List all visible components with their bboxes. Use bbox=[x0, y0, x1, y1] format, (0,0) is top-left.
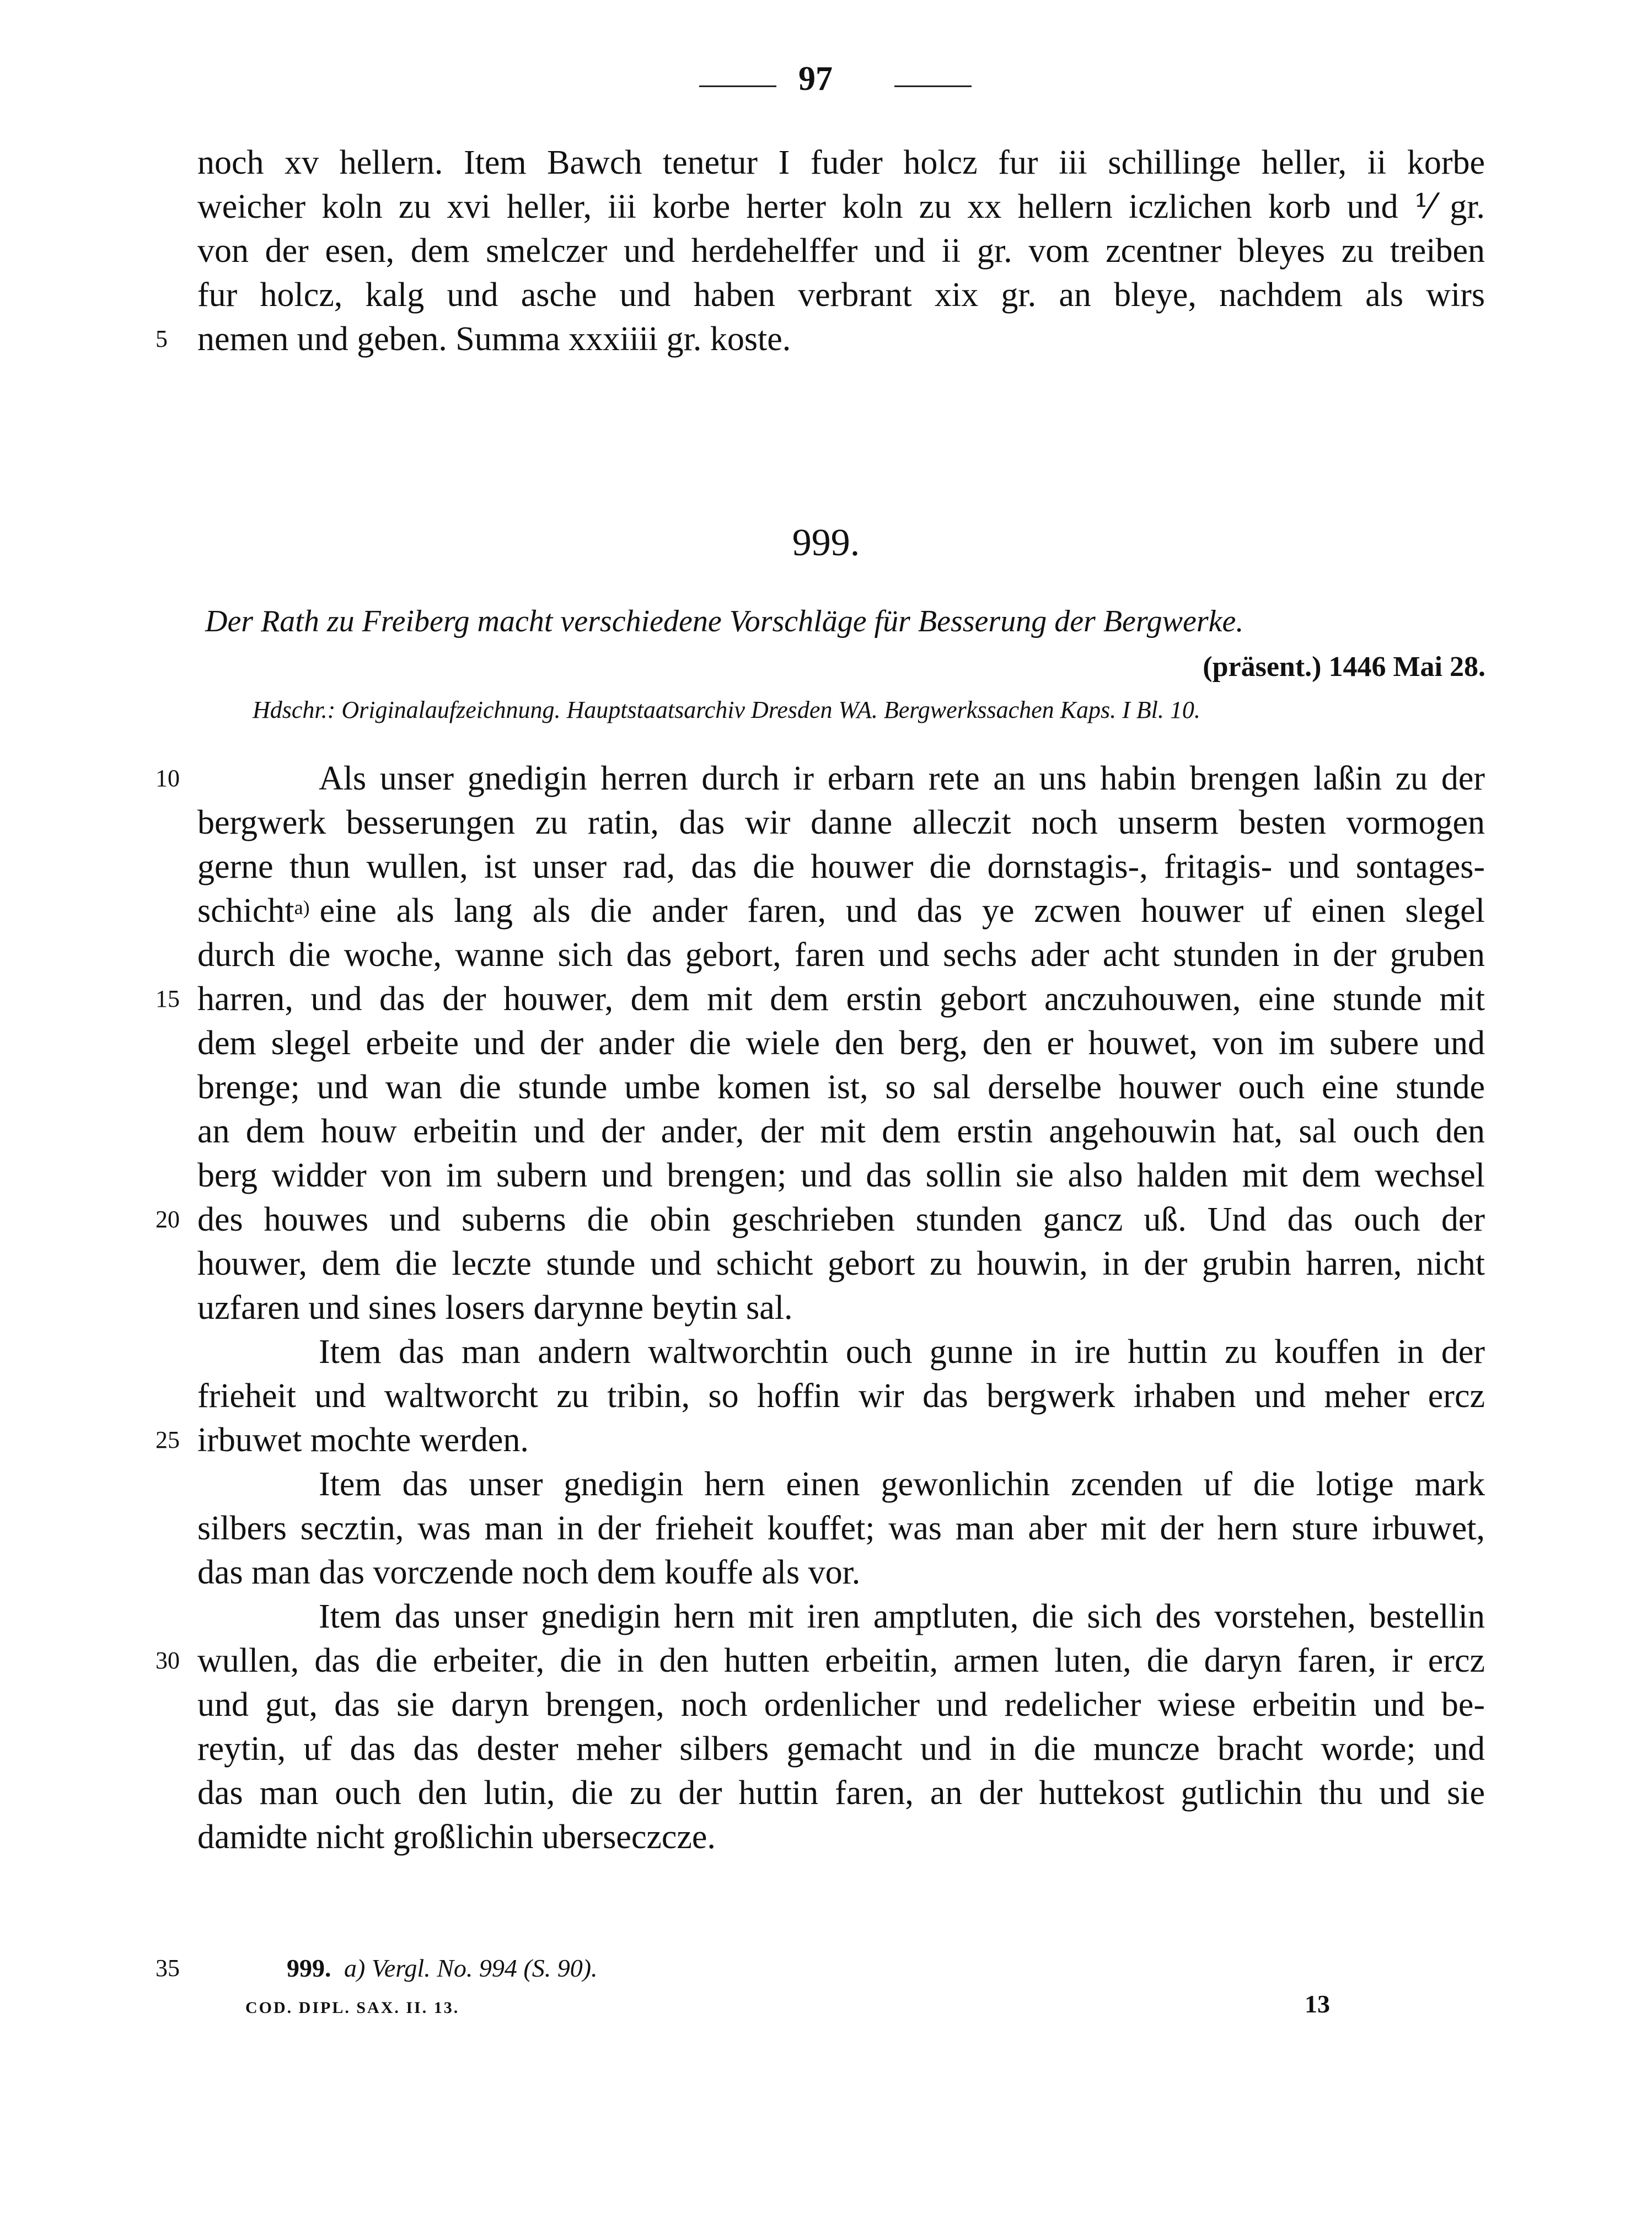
document-source: Hdschr.: Originalaufzeichnung. Hauptstaatsarchiv Dresden WA. Bergwerkssachen Kaps. I Bl. 10. bbox=[253, 696, 1200, 723]
text-fragment: schicht bbox=[197, 892, 294, 930]
text-line: reytin, uf das das dester meher silbers gemacht und in die muncze bracht worde; und bbox=[197, 1730, 1485, 1768]
text-line: wullen, das die erbeiter, die in den hutten erbeitin, armen luten, die daryn faren, ir ercz bbox=[197, 1642, 1485, 1679]
line-number: 30 bbox=[155, 1647, 180, 1674]
text-line: durch die woche, wanne sich das gebort, faren und sechs ader acht stunden in der gruben bbox=[197, 936, 1485, 974]
text-line: Item das unser gnedigin hern mit iren amptluten, die sich des vorstehen, bestellin bbox=[319, 1598, 1485, 1635]
text-line: silbers secztin, was man in der frieheit kouffet; was man aber mit der hern sture irbuwet, bbox=[197, 1510, 1485, 1547]
document-date: (präsent.) 1446 Mai 28. bbox=[1203, 651, 1485, 683]
header-rule-left bbox=[699, 85, 776, 87]
document-summary: Der Rath zu Freiberg macht verschiedene Vorschläge für Besserung der Bergwerke. bbox=[205, 604, 1244, 638]
text-line: irbuwet mochte werden. bbox=[197, 1421, 529, 1459]
text-line: houwer, dem die leczte stunde und schicht gebort zu houwin, in der grubin harren, nicht bbox=[197, 1245, 1485, 1282]
text-line: Item das man andern waltworchtin ouch gunne in ire huttin zu kouffen in der bbox=[319, 1333, 1485, 1371]
page-number: 97 bbox=[798, 60, 833, 98]
text-line: an dem houw erbeitin und der ander, der mit dem erstin angehouwin hat, sal ouch den bbox=[197, 1113, 1485, 1150]
line-number: 10 bbox=[155, 765, 180, 792]
text-line: harren, und das der houwer, dem mit dem erstin gebort anczuhouwen, eine stunde mit bbox=[197, 980, 1485, 1018]
line-number: 35 bbox=[155, 1955, 180, 1982]
text-line: noch xv hellern. Item Bawch tenetur I fuder holcz fur iii schillinge heller, ii korbe bbox=[197, 144, 1485, 181]
text-line: dem slegel erbeite und der ander die wiele den berg, den er houwet, von im subere und bbox=[197, 1024, 1485, 1062]
text-line bbox=[197, 889, 1485, 933]
text-line: Item das unser gnedigin hern einen gewonlichin zcenden uf die lotige mark bbox=[319, 1465, 1485, 1503]
text-line: weicher koln zu xvi heller, iii korbe herter koln zu xx hellern iczlichen korb und ⅟ gr. bbox=[197, 188, 1485, 226]
text-line: bergwerk besserungen zu ratin, das wir danne alleczit noch unserm besten vormogen bbox=[197, 804, 1485, 841]
sheet-number: 13 bbox=[1305, 1990, 1330, 2018]
text-line: das man ouch den lutin, die zu der huttin faren, an der huttekost gutlichin thu und sie bbox=[197, 1774, 1485, 1812]
footnote-marker: a) bbox=[294, 896, 310, 919]
text-line: und gut, das sie daryn brengen, noch ordenlicher und redelicher wiese erbeitin und be- bbox=[197, 1686, 1485, 1724]
text-line: Als unser gnedigin herren durch ir erbarn rete an uns habin brengen laßin zu der bbox=[319, 760, 1485, 797]
line-number: 15 bbox=[155, 985, 180, 1012]
footnote-text: a) Vergl. No. 994 (S. 90). bbox=[344, 1954, 598, 1982]
text-line: uzfaren und sines losers darynne beytin sal. bbox=[197, 1289, 793, 1327]
text-line: gerne thun wullen, ist unser rad, das die houwer die dornstagis-, fritagis- und sontages- bbox=[197, 848, 1485, 885]
text-line: das man das vorczende noch dem kouffe als vor. bbox=[197, 1554, 861, 1591]
footnote-ref: 999. bbox=[287, 1954, 331, 1982]
text-line: von der esen, dem smelczer und herdehelffer und ii gr. vom zcentner bleyes zu treiben bbox=[197, 232, 1485, 270]
signature-mark: COD. DIPL. SAX. II. 13. bbox=[245, 1999, 460, 2017]
footnote bbox=[287, 1946, 598, 1990]
line-number: 20 bbox=[155, 1206, 180, 1233]
text-line: fur holcz, kalg und asche und haben verbrant xix gr. an bleye, nachdem als wirs bbox=[197, 276, 1485, 314]
line-number: 5 bbox=[155, 325, 168, 352]
text-fragment: eine als lang als die ander faren, und das ye zcwen houwer uf einen slegel bbox=[319, 892, 1485, 930]
text-line: berg widder von im subern und brengen; und das sollin sie also halden mit dem wechsel bbox=[197, 1157, 1485, 1194]
header-rule-right bbox=[894, 85, 972, 87]
text-line: damidte nicht großlichin uberseczcze. bbox=[197, 1818, 716, 1856]
text-line: nemen und geben. Summa xxxiiii gr. koste. bbox=[197, 320, 791, 358]
text-line: frieheit und waltworcht zu tribin, so hoffin wir das bergwerk irhaben und meher ercz bbox=[197, 1377, 1485, 1415]
text-line: brenge; und wan die stunde umbe komen ist, so sal derselbe houwer ouch eine stunde bbox=[197, 1069, 1485, 1106]
document-number: 999. bbox=[792, 522, 860, 564]
text-line: des houwes und suberns die obin geschrieben stunden gancz uß. Und das ouch der bbox=[197, 1201, 1485, 1238]
line-number: 25 bbox=[155, 1426, 180, 1453]
